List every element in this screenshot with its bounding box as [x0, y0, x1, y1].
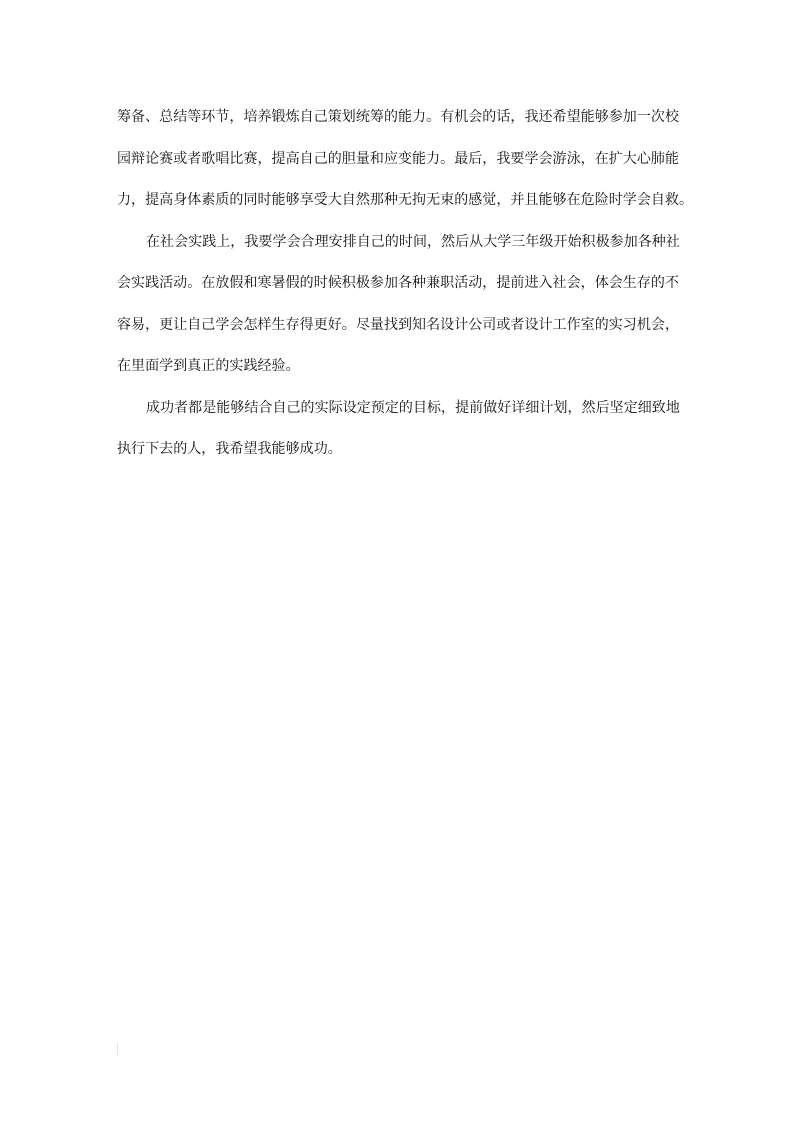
paragraph-line: 在里面学到真正的实践经验。 — [117, 358, 300, 374]
paragraph-3 — [117, 395, 680, 478]
paragraph-2 — [117, 229, 680, 395]
paragraph-line: 筹备、总结等环节，培养锻炼自己策划统筹的能力。有机会的话，我还希望能够参加一次校 — [117, 109, 679, 125]
page-corner-mark — [117, 1043, 118, 1055]
paragraph-line: 力，提高身体素质的同时能够享受大自然那种无拘无束的感觉，并且能够在危险时学会自救。 — [117, 192, 694, 208]
paragraph-line: 会实践活动。在放假和寒暑假的时候积极参加各种兼职活动，提前进入社会，体会生存的不 — [117, 275, 679, 291]
paragraph-line: 成功者都是能够结合自己的实际设定预定的目标，提前做好详细计划，然后坚定细致地 — [146, 399, 680, 416]
paragraph-line: 园辩论赛或者歌唱比赛，提高自己的胆量和应变能力。最后，我要学会游泳，在扩大心肺能 — [117, 150, 679, 167]
paragraph-line: 执行下去的人，我希望我能够成功。 — [117, 441, 342, 457]
paragraph-line: 容易，更让自己学会怎样生存得更好。尽量找到知名设计公司或者设计工作室的实习机会， — [117, 316, 679, 333]
body-text — [117, 104, 694, 478]
paragraph-1 — [117, 104, 694, 229]
paragraph-line: 在社会实践上，我要学会合理安排自己的时间，然后从大学三年级开始积极参加各种社 — [146, 233, 680, 250]
